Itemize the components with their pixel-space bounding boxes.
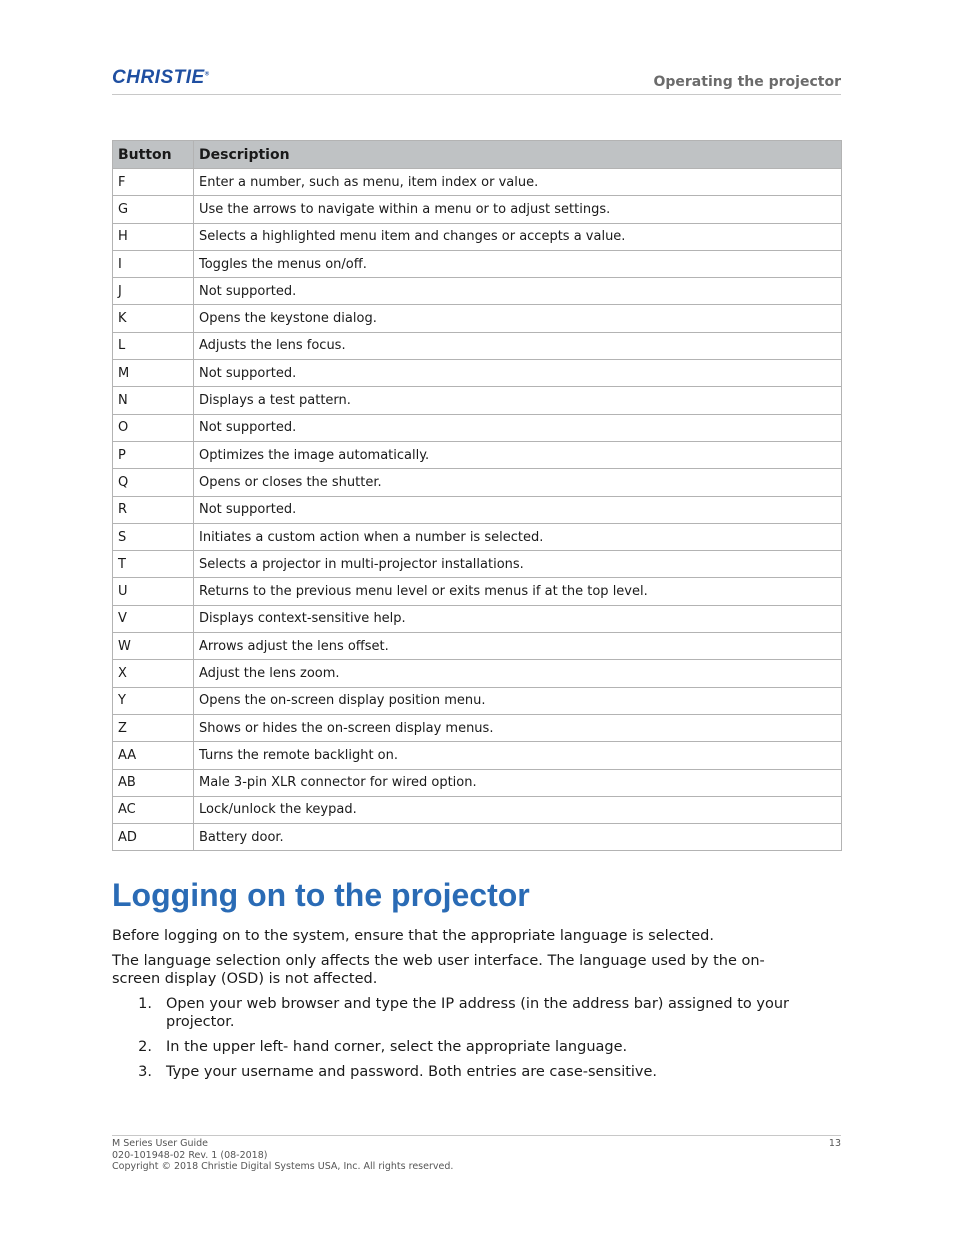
- christie-logo: CHRISTIE®: [112, 67, 210, 88]
- button-id-cell: P: [113, 441, 194, 468]
- button-id-cell: R: [113, 496, 194, 523]
- table-header-row: [113, 141, 842, 169]
- button-id-cell: AD: [113, 824, 194, 851]
- description-cell: Enter a number, such as menu, item index or value.: [194, 169, 842, 196]
- button-id-cell: Q: [113, 469, 194, 496]
- button-id-cell: L: [113, 332, 194, 359]
- description-cell: Toggles the menus on/off.: [194, 250, 842, 277]
- button-id-cell: I: [113, 250, 194, 277]
- description-cell: Selects a projector in multi-projector installations.: [194, 551, 842, 578]
- table-row: [113, 360, 842, 387]
- table-row: [113, 714, 842, 741]
- table-row: [113, 250, 842, 277]
- button-id-cell: S: [113, 523, 194, 550]
- table-row: [113, 469, 842, 496]
- table-row: [113, 305, 842, 332]
- step-number: 2.: [138, 1039, 152, 1055]
- intro-paragraph: Before logging on to the system, ensure that the appropriate language is selected.: [112, 928, 714, 944]
- list-item: [112, 995, 792, 1031]
- list-item: [112, 1063, 792, 1081]
- button-id-cell: O: [113, 414, 194, 441]
- button-id-cell: U: [113, 578, 194, 605]
- footer-copyright: Copyright © 2018 Christie Digital Systems USA, Inc. All rights reserved.: [112, 1161, 454, 1172]
- button-id-cell: G: [113, 196, 194, 223]
- table-row: [113, 605, 842, 632]
- button-id-cell: K: [113, 305, 194, 332]
- button-id-cell: T: [113, 551, 194, 578]
- table-row: [113, 278, 842, 305]
- step-text: Open your web browser and type the IP address (in the address bar) assigned to your projector.: [166, 996, 789, 1030]
- step-number: 3.: [138, 1064, 152, 1080]
- footer: [112, 1138, 453, 1173]
- table-row: [113, 441, 842, 468]
- description-cell: Displays a test pattern.: [194, 387, 842, 414]
- description-cell: Not supported.: [194, 360, 842, 387]
- button-id-cell: M: [113, 360, 194, 387]
- button-description-table: [112, 140, 842, 851]
- header-divider: [112, 94, 841, 95]
- button-id-cell: W: [113, 633, 194, 660]
- description-cell: Lock/unlock the keypad.: [194, 796, 842, 823]
- column-header-button: Button: [113, 141, 194, 169]
- table-row: [113, 496, 842, 523]
- table-row: [113, 769, 842, 796]
- button-id-cell: N: [113, 387, 194, 414]
- footer-doc-number: 020-101948-02 Rev. 1 (08-2018): [112, 1149, 268, 1161]
- button-id-cell: AA: [113, 742, 194, 769]
- step-number: 1.: [138, 996, 152, 1012]
- table-row: [113, 414, 842, 441]
- description-cell: Turns the remote backlight on.: [194, 742, 842, 769]
- description-cell: Opens or closes the shutter.: [194, 469, 842, 496]
- button-id-cell: F: [113, 169, 194, 196]
- button-id-cell: V: [113, 605, 194, 632]
- table-row: [113, 796, 842, 823]
- footer-doc-title: M Series User Guide: [112, 1138, 209, 1149]
- table-row: [113, 196, 842, 223]
- table-row: [113, 332, 842, 359]
- table-row: [113, 633, 842, 660]
- list-item: [112, 1038, 792, 1056]
- step-text: Type your username and password. Both entries are case-sensitive.: [166, 1064, 658, 1080]
- description-cell: Battery door.: [194, 824, 842, 851]
- table-row: [113, 660, 842, 687]
- description-cell: Adjust the lens zoom.: [194, 660, 842, 687]
- description-cell: Male 3-pin XLR connector for wired option.: [194, 769, 842, 796]
- description-cell: Selects a highlighted menu item and changes or accepts a value.: [194, 223, 842, 250]
- table-row: [113, 223, 842, 250]
- column-header-description: Description: [194, 141, 842, 169]
- step-text: In the upper left- hand corner, select the appropriate language.: [166, 1039, 628, 1055]
- page-number: 13: [828, 1138, 841, 1149]
- description-cell: Optimizes the image automatically.: [194, 441, 842, 468]
- description-cell: Use the arrows to navigate within a menu or to adjust settings.: [194, 196, 842, 223]
- button-id-cell: Z: [113, 714, 194, 741]
- table-row: [113, 578, 842, 605]
- section-heading: Logging on to the projector: [112, 877, 530, 913]
- button-id-cell: J: [113, 278, 194, 305]
- description-cell: Not supported.: [194, 496, 842, 523]
- table-row: [113, 387, 842, 414]
- description-cell: Opens the on-screen display position menu.: [194, 687, 842, 714]
- language-note-paragraph: The language selection only affects the web user interface. The language used by the on-screen display (OSD) is not affected.: [112, 953, 765, 987]
- button-id-cell: AB: [113, 769, 194, 796]
- description-cell: Arrows adjust the lens offset.: [194, 633, 842, 660]
- table-row: [113, 551, 842, 578]
- description-cell: Initiates a custom action when a number is selected.: [194, 523, 842, 550]
- button-id-cell: AC: [113, 796, 194, 823]
- footer-divider: [112, 1135, 841, 1136]
- description-cell: Not supported.: [194, 278, 842, 305]
- button-id-cell: H: [113, 223, 194, 250]
- table-row: [113, 523, 842, 550]
- logon-steps-list: [112, 995, 792, 1088]
- button-id-cell: Y: [113, 687, 194, 714]
- description-cell: Returns to the previous menu level or exits menus if at the top level.: [194, 578, 842, 605]
- table-row: [113, 824, 842, 851]
- button-id-cell: X: [113, 660, 194, 687]
- running-header-title: Operating the projector: [653, 74, 841, 90]
- description-cell: Opens the keystone dialog.: [194, 305, 842, 332]
- description-cell: Not supported.: [194, 414, 842, 441]
- table-row: [113, 169, 842, 196]
- description-cell: Displays context-sensitive help.: [194, 605, 842, 632]
- description-cell: Adjusts the lens focus.: [194, 332, 842, 359]
- table-row: [113, 687, 842, 714]
- description-cell: Shows or hides the on-screen display menus.: [194, 714, 842, 741]
- table-row: [113, 742, 842, 769]
